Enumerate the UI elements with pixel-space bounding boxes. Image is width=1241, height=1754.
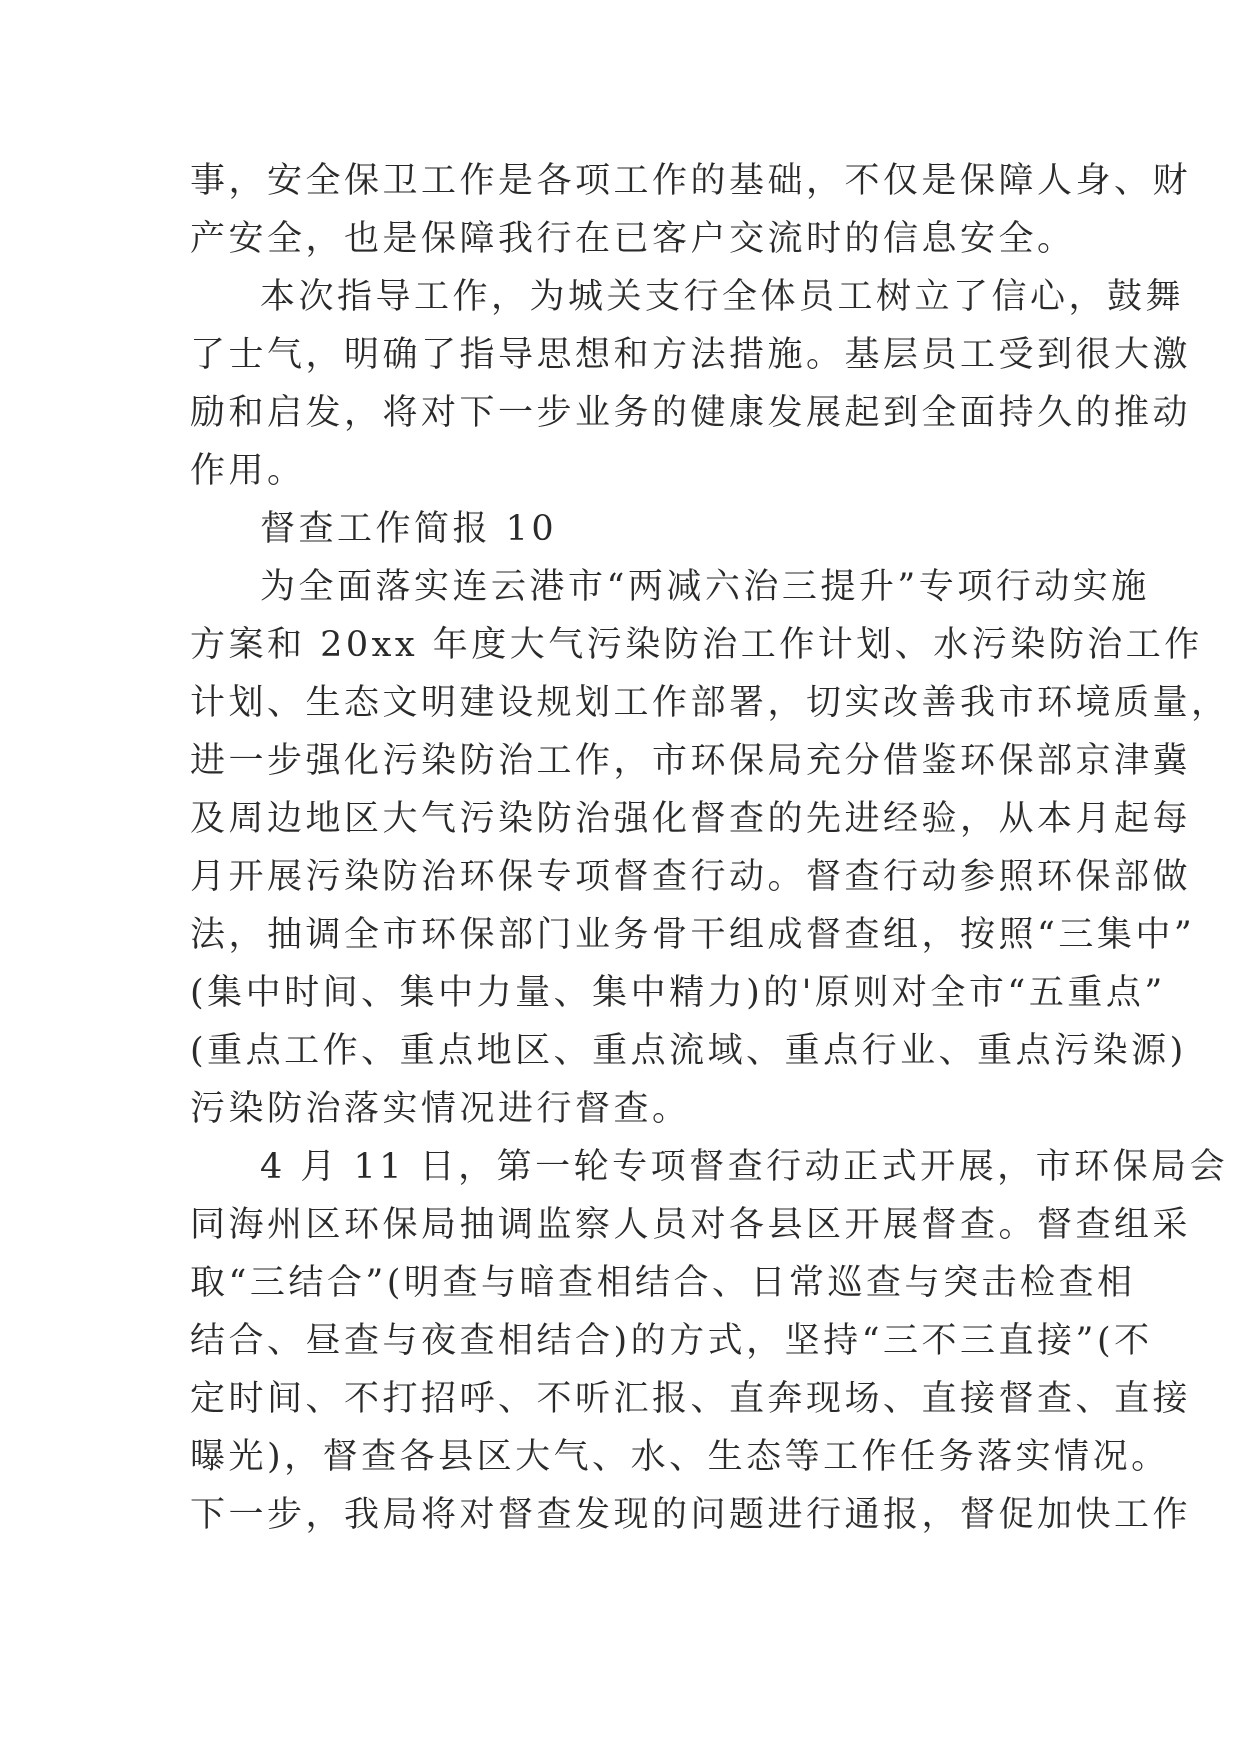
text-line: 同海州区环保局抽调监察人员对各县区开展督查。督查组采 <box>190 1205 1192 1245</box>
document-body <box>190 152 1230 1544</box>
text-line: 事，安全保卫工作是各项工作的基础，不仅是保障人身、财 <box>190 161 1192 201</box>
text-line: 及周边地区大气污染防治强化督查的先进经验，从本月起每 <box>190 799 1192 839</box>
text-line: 进一步强化污染防治工作，市环保局充分借鉴环保部京津冀 <box>190 741 1192 781</box>
section-heading: 督查工作简报 10 <box>260 509 558 549</box>
text-line: 了士气，明确了指导思想和方法措施。基层员工受到很大激 <box>190 335 1192 375</box>
text-line: 定时间、不打招呼、不听汇报、直奔现场、直接督查、直接 <box>190 1379 1192 1419</box>
text-line: (集中时间、集中力量、集中精力)的'原则对全市“五重点” <box>190 973 1166 1013</box>
text-line: (重点工作、重点地区、重点流域、重点行业、重点污染源) <box>190 1031 1187 1071</box>
text-line: 产安全，也是保障我行在已客户交流时的信息安全。 <box>190 219 1076 259</box>
text-line: 作用。 <box>190 451 306 491</box>
text-line: 污染防治落实情况进行督查。 <box>190 1089 691 1129</box>
text-line: 为全面落实连云港市“两减六治三提升”专项行动实施 <box>260 567 1150 607</box>
text-line: 4 月 11 日，第一轮专项督查行动正式开展，市环保局会 <box>260 1147 1229 1187</box>
text-line: 曝光)，督查各县区大气、水、生态等工作任务落实情况。 <box>190 1437 1170 1477</box>
text-line: 结合、昼查与夜查相结合)的方式，坚持“三不三直接”(不 <box>190 1321 1153 1361</box>
text-line: 法，抽调全市环保部门业务骨干组成督查组，按照“三集中” <box>190 915 1196 955</box>
text-line: 月开展污染防治环保专项督查行动。督查行动参照环保部做 <box>190 857 1192 897</box>
text-line: 本次指导工作，为城关支行全体员工树立了信心，鼓舞 <box>260 277 1185 317</box>
text-line: 方案和 20xx 年度大气污染防治工作计划、水污染防治工作 <box>190 625 1203 665</box>
text-line: 取“三结合”(明查与暗查相结合、日常巡查与突击检查相 <box>190 1263 1136 1303</box>
text-line: 计划、生态文明建设规划工作部署，切实改善我市环境质量， <box>190 683 1230 723</box>
text-line: 下一步，我局将对督查发现的问题进行通报，督促加快工作 <box>190 1495 1192 1535</box>
text-line: 励和启发，将对下一步业务的健康发展起到全面持久的推动 <box>190 393 1192 433</box>
